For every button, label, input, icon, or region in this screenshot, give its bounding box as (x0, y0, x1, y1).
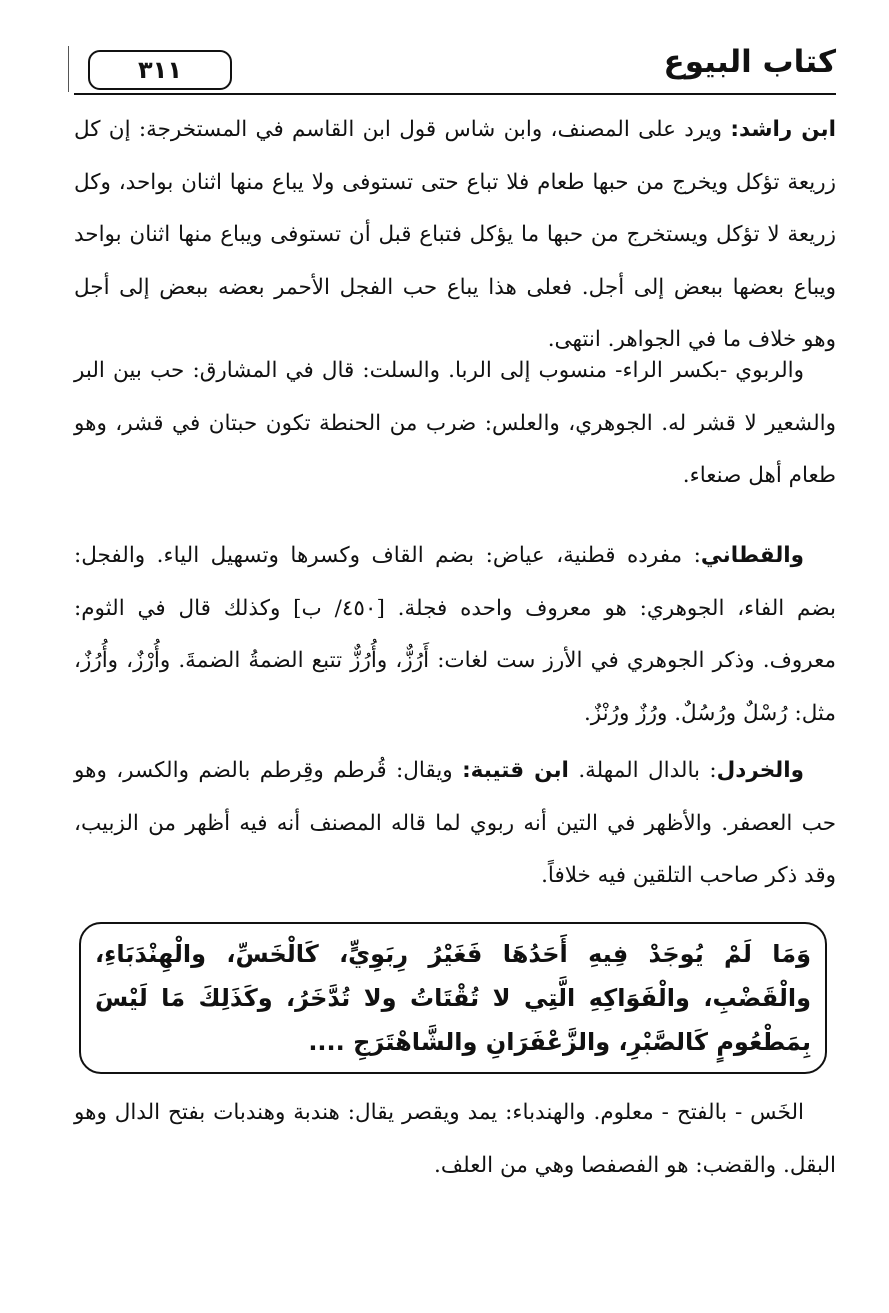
paragraph-khas (74, 1087, 836, 1192)
paragraph-qatani (74, 530, 836, 740)
chapter-title: كتاب البيوع (663, 44, 836, 80)
page-number-text: ٣١١ (138, 56, 182, 84)
paragraph-text: : بالدال المهلة. (568, 758, 717, 783)
page-number (88, 50, 232, 90)
page-header (74, 42, 836, 92)
paragraph-text: الخَس - بالفتح - معلوم. والهندباء: يمد ويقصر يقال: هندبة وهندبات بفتح الدال وهو البقل. والقضب: هو الفصفصا وهي من العلف. (74, 1100, 836, 1178)
paragraph-text: والربوي -بكسر الراء- منسوب إلى الربا. والسلت: قال في المشارق: حب بين البر والشعير لا قشر له. الجوهري، والعلس: ضرب من الحنطة تكون حبتان في قشر، وهو طعام أهل صنعاء. (74, 358, 836, 488)
margin-line (68, 46, 69, 92)
paragraph-text: : مفرده قطنية، عياض: بضم القاف وكسرها وتسهيل الياء. والفجل: بضم الفاء، الجوهري: هو معروف واحده فجلة. [٤٥٠/ ب] وكذلك قال في الثوم: معروف. وذكر الجوهري في الأرز ست لغات: أَرُزٌّ، وأُرُزٌّ تتبع الضمةُ الضمةَ. وأُرْزٌ، وأُرُزٌ، مثل: رُسْلٌ ورُسُلٌ. ورُزٌ ورُنْزٌ. (74, 543, 836, 726)
paragraph-text: ويرد على المصنف، وابن شاس قول ابن القاسم في المستخرجة: إن كل زريعة تؤكل ويخرج من حبها طعام فلا تباع حتى تستوفى ولا يباع منها اثنان بواحد، وكل زريعة لا تؤكل ويستخرج من حبها ما يؤكل فتباع قبل أن تستوفى ويباع منها اثنان بواحد ويباع بعضها ببعض إلى أجل. فعلى هذا يباع حب الفجل الأحمر بعضه ببعض إلى أجل وهو خلاف ما في الجواهر. انتهى. (74, 117, 836, 352)
paragraph-lead: ابن راشد: (730, 117, 836, 142)
paragraph-rabawi (74, 345, 836, 503)
paragraph-lead: والخردل (716, 758, 804, 783)
paragraph-lead-secondary: ابن قتيبة: (462, 758, 569, 783)
header-rule (74, 93, 836, 95)
paragraph-text: ويقال: قُرطم وقِرطم بالضم والكسر، وهو حب العصفر. والأظهر في التين أنه ربوي لما قاله المصنف أنه فيه أظهر من الزبيب، وقد ذكر صاحب التلقين فيه خلافاً. (74, 758, 836, 888)
paragraph-khardal (74, 745, 836, 903)
matn-text: وَمَا لَمْ يُوجَدْ فِيهِ أَحَدُهَا فَغَيْرُ رِبَوِيٍّ، كَالْخَسِّ، والْهِنْدَبَاءِ، والْقَضْبِ، والْفَوَاكِهِ الَّتِي لا تُقْتَاتُ ولا تُدَّخَرُ، وكَذَلِكَ مَا لَيْسَ بِمَطْعُومٍ كَالصَّبْرِ، والزَّعْفَرَانِ والشَّاهْتَرَجِ .... (95, 940, 811, 1056)
paragraph-ibn-rashid (74, 104, 836, 367)
matn-box (79, 922, 827, 1074)
paragraph-lead: والقطاني (700, 543, 804, 568)
